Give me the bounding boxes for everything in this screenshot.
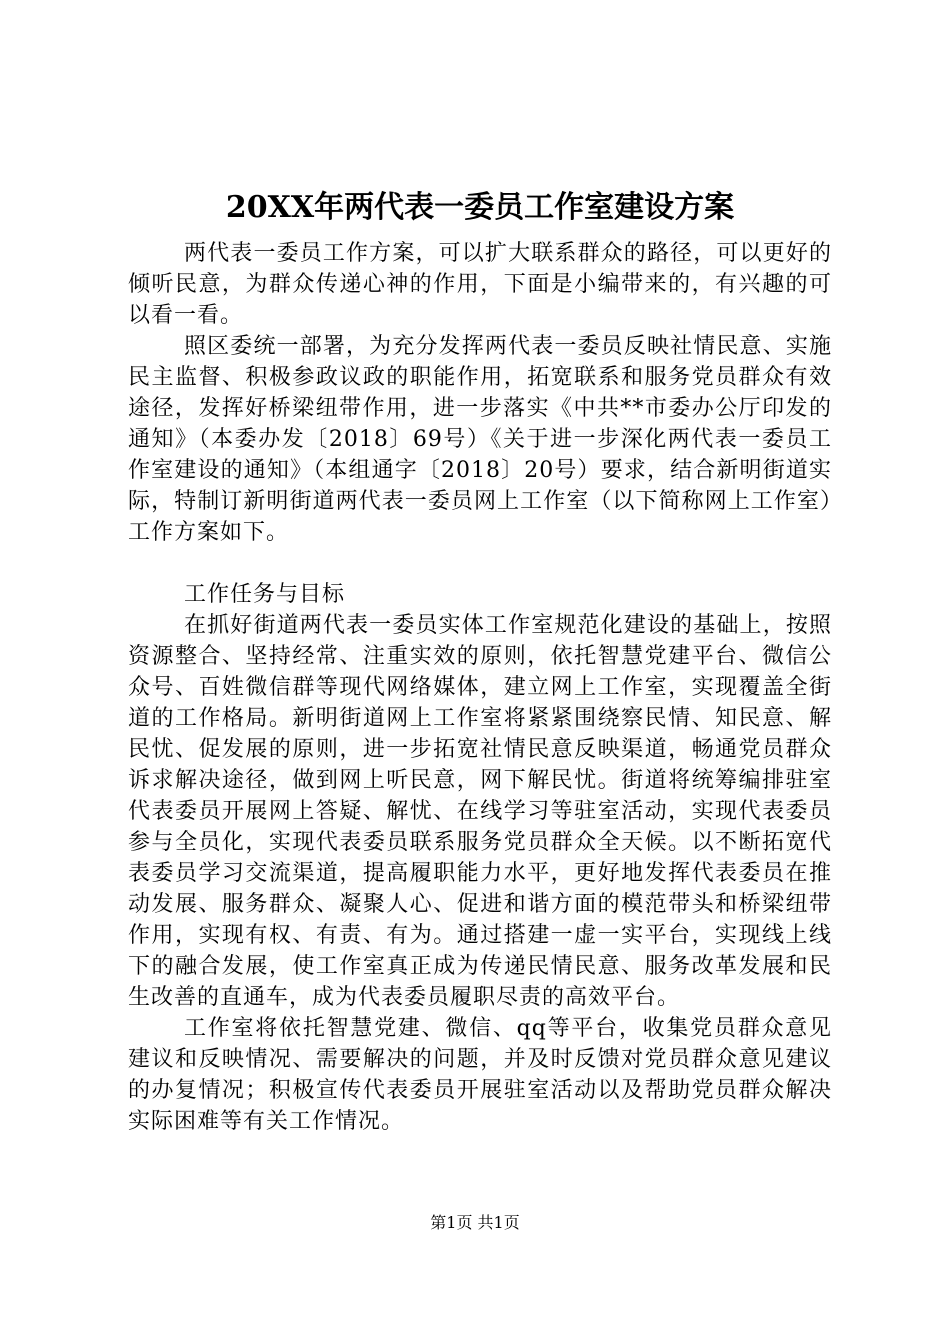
blank-line: [128, 548, 832, 579]
document-title: 20XX年两代表一委员工作室建设方案: [225, 190, 735, 225]
document-page: [128, 180, 832, 1137]
page-footer: 第1页 共1页: [430, 1213, 520, 1232]
platform-paragraph: 工作室将依托智慧党建、微信、qq等平台，收集党员群众意见建议和反映情况、需要解决的问题，并及时反馈对党员群众意见建议的办复情况；积极宣传代表委员开展驻室活动以及帮助党员群众解决实际困难等有关工作情况。: [128, 1016, 832, 1134]
intro-paragraph: 两代表一委员工作方案，可以扩大联系群众的路径，可以更好的倾听民意，为群众传递心神的作用，下面是小编带来的，有兴趣的可以看一看。: [128, 241, 832, 328]
goal-paragraph: 在抓好街道两代表一委员实体工作室规范化建设的基础上，按照资源整合、坚持经常、注重实效的原则，依托智慧党建平台、微信公众号、百姓微信群等现代网络媒体，建立网上工作室，实现覆盖全街道的工作格局。新明街道网上工作室将紧紧围绕察民情、知民意、解民忧、促发展的原则，进一步拓宽社情民意反映渠道，畅通党员群众诉求解决途径，做到网上听民意，网下解民忧。街道将统筹编排驻室代表委员开展网上答疑、解忧、在线学习等驻室活动，实现代表委员参与全员化，实现代表委员联系服务党员群众全天候。以不断拓宽代表委员学习交流渠道，提高履职能力水平，更好地发挥代表委员在推动发展、服务群众、凝聚人心、促进和谐方面的模范带头和桥梁纽带作用，实现有权、有责、有为。通过搭建一虚一实平台，实现线上线下的融合发展，使工作室真正成为传递民情民意、服务改革发展和民生改善的直通车，成为代表委员履职尽责的高效平台。: [128, 613, 832, 1010]
section-heading: 工作任务与目标: [184, 582, 346, 607]
deployment-paragraph: 照区委统一部署，为充分发挥两代表一委员反映社情民意、实施民主监督、积极参政议政的职能作用，拓宽联系和服务党员群众有效途径，发挥好桥梁纽带作用，进一步落实《中共**市委办公厅印发的通知》（本委办发〔2018〕69号）《关于进一步深化两代表一委员工作室建设的通知》（本组通字〔2018〕20号）要求，结合新明街道实际，特制订新明街道两代表一委员网上工作室（以下简称网上工作室）工作方案如下。: [128, 334, 832, 545]
